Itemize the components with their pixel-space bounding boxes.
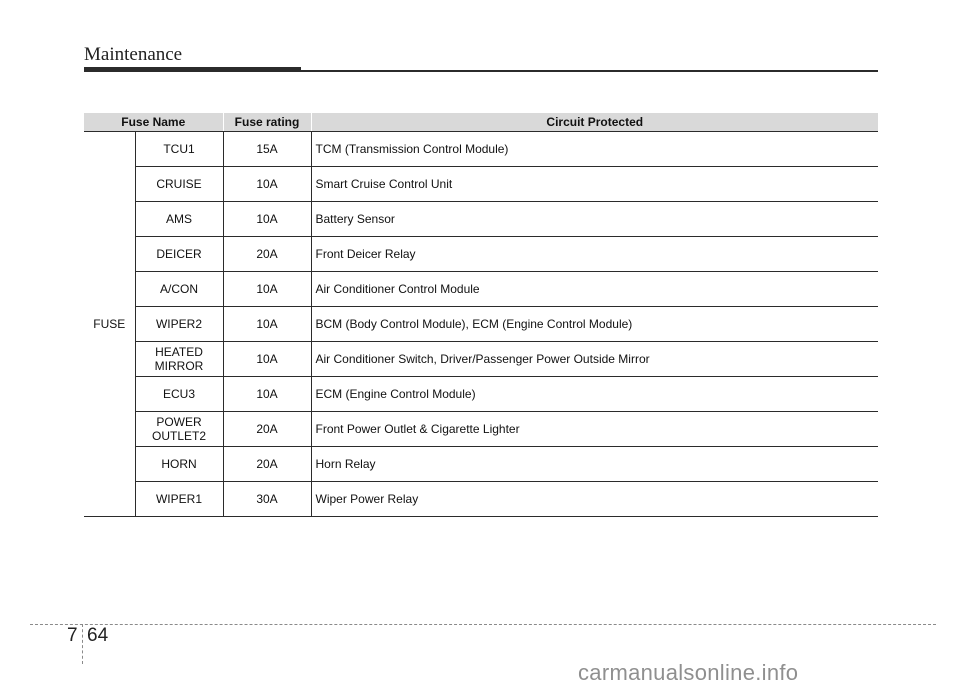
table-row [84,167,878,202]
fuse-name-cell: WIPER1 [135,482,223,517]
table-row [84,237,878,272]
fuse-name-cell: TCU1 [135,132,223,167]
fuse-name-cell: CRUISE [135,167,223,202]
fuse-rating-cell: 15A [223,132,311,167]
section-title: Maintenance [84,44,183,65]
fuse-table-body [84,132,878,517]
header-fuse-name: Fuse Name [84,113,223,132]
fuse-name-cell: HEATED MIRROR [135,342,223,377]
table-header-row [84,113,878,132]
fuse-rating-cell: 10A [223,307,311,342]
header-fuse-rating: Fuse rating [223,113,311,132]
circuit-protected-cell: Wiper Power Relay [311,482,878,517]
circuit-protected-cell: Battery Sensor [311,202,878,237]
fuse-rating-cell: 30A [223,482,311,517]
table-row [84,412,878,447]
page-number: 64 [87,625,109,646]
fuse-rating-cell: 10A [223,342,311,377]
table-row [84,307,878,342]
circuit-protected-cell: BCM (Body Control Module), ECM (Engine Control Module) [311,307,878,342]
circuit-protected-cell: Front Power Outlet & Cigarette Lighter [311,412,878,447]
circuit-protected-cell: Smart Cruise Control Unit [311,167,878,202]
circuit-protected-cell: ECM (Engine Control Module) [311,377,878,412]
circuit-protected-cell: Front Deicer Relay [311,237,878,272]
fuse-name-cell: DEICER [135,237,223,272]
fuse-rating-cell: 10A [223,272,311,307]
title-rule-thin [301,70,878,72]
fuse-rating-cell: 20A [223,412,311,447]
fuse-rating-cell: 20A [223,447,311,482]
circuit-protected-cell: TCM (Transmission Control Module) [311,132,878,167]
table-row [84,447,878,482]
fuse-name-cell: A/CON [135,272,223,307]
fuse-name-cell: HORN [135,447,223,482]
footer-page-divider [82,624,83,664]
table-row [84,377,878,412]
footer-divider [30,624,936,625]
title-rule-thick [84,67,301,72]
fuse-name-cell: WIPER2 [135,307,223,342]
fuse-group-label: FUSE [84,132,135,517]
fuse-rating-cell: 10A [223,377,311,412]
chapter-number: 7 [67,625,78,646]
watermark: carmanualsonline.info [578,660,799,685]
fuse-name-cell: POWER OUTLET2 [135,412,223,447]
table-row [84,482,878,517]
fuse-name-cell: AMS [135,202,223,237]
header-circuit-protected: Circuit Protected [311,113,878,132]
circuit-protected-cell: Air Conditioner Switch, Driver/Passenger Power Outside Mirror [311,342,878,377]
fuse-rating-cell: 10A [223,167,311,202]
fuse-table [84,113,878,517]
fuse-rating-cell: 10A [223,202,311,237]
table-row [84,202,878,237]
circuit-protected-cell: Horn Relay [311,447,878,482]
fuse-rating-cell: 20A [223,237,311,272]
table-row [84,132,878,167]
circuit-protected-cell: Air Conditioner Control Module [311,272,878,307]
table-row [84,272,878,307]
fuse-name-cell: ECU3 [135,377,223,412]
table-row [84,342,878,377]
